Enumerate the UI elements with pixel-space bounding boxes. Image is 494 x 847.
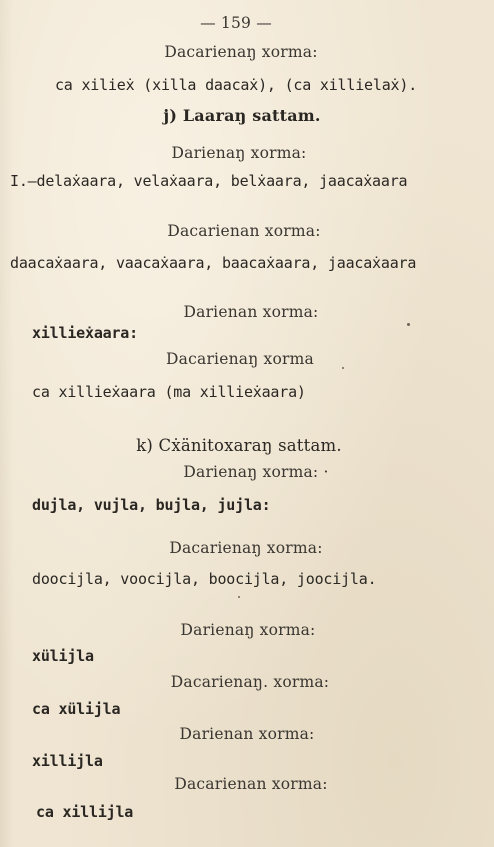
- paper-speck: [407, 323, 410, 326]
- example-line: dujla, vujla, bujla, jujla:: [32, 496, 271, 514]
- example-line: ca xilieẋ (xilla daacaẋ), (ca xillielaẋ).: [54, 76, 418, 94]
- form-heading: Dacarienaŋ. xorma:: [170, 673, 330, 691]
- form-heading: Dacarienaŋ xorma: [166, 350, 314, 368]
- form-heading: Dacarienan xorma:: [174, 775, 328, 793]
- example-line: xülijla: [32, 647, 94, 665]
- example-line: ca xillieẋaara (ma xillieẋaara): [32, 383, 306, 401]
- section-heading: j) Laaraŋ sattam.: [163, 106, 321, 125]
- paper-speck: [238, 596, 240, 598]
- example-line: ca xillijla: [36, 803, 134, 821]
- form-heading: Darienaŋ xorma:: [171, 144, 307, 162]
- paper-speck: [342, 367, 344, 369]
- form-heading: Dacarienaŋ xorma:: [169, 539, 323, 557]
- example-line: daacaẋaara, vaacaẋaara, baacaẋaara, jaacaẋaara: [10, 254, 417, 272]
- form-heading: Dacarienaŋ xorma:: [164, 43, 318, 61]
- example-line: I.—delaẋaara, velaẋaara, belẋaara, jaacaẋaara: [10, 172, 408, 190]
- form-heading: Darienan xorma:: [179, 725, 315, 743]
- form-heading: Dacarienan xorma:: [167, 222, 321, 240]
- example-line: xillieẋaara:: [32, 324, 138, 342]
- form-heading: Darienaŋ xorma:: [180, 621, 316, 639]
- form-heading: Darienan xorma:: [183, 303, 319, 321]
- page-number: — 159 —: [200, 14, 272, 32]
- form-heading: Darienaŋ xorma: ·: [183, 463, 329, 481]
- example-line: ca xülijla: [32, 700, 121, 718]
- section-heading: k) Cẋänitoxaraŋ sattam.: [136, 436, 342, 455]
- example-line: doocijla, voocijla, boocijla, joocijla.: [32, 570, 377, 588]
- example-line: xillijla: [32, 752, 103, 770]
